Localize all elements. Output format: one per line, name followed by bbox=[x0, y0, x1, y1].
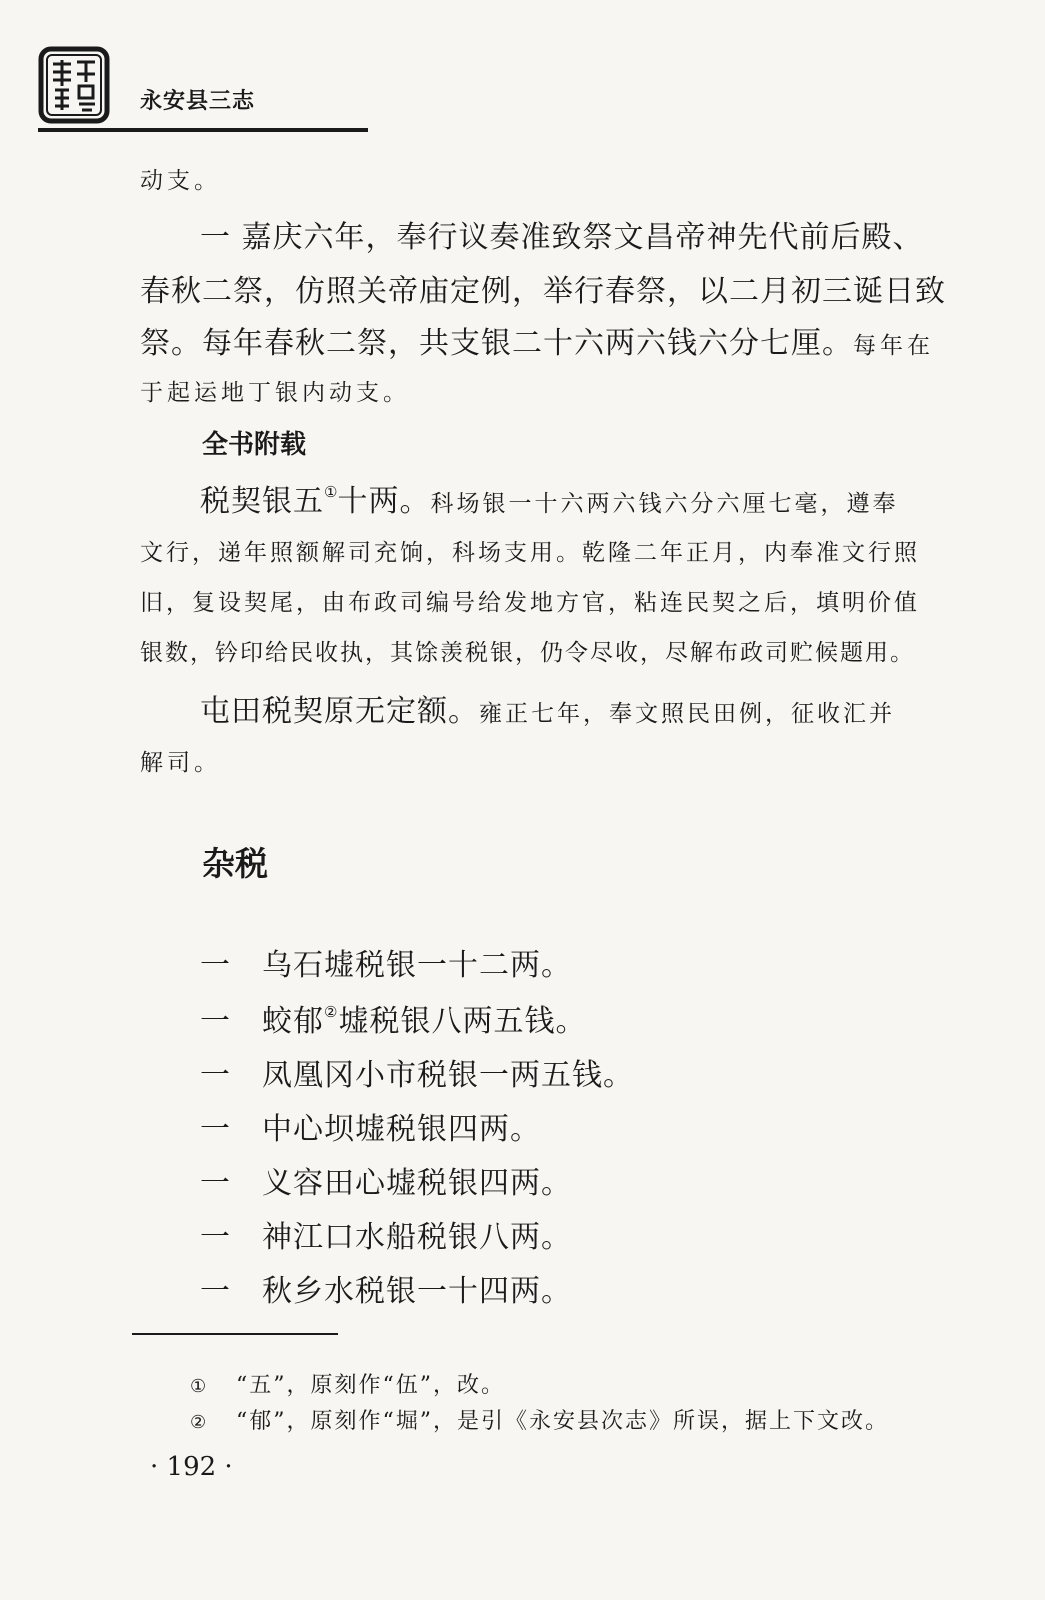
text-line: 文行，递年照额解司充饷，科场支用。乾隆二年正月，内奉准文行照 bbox=[140, 540, 920, 566]
footnote bbox=[190, 1368, 505, 1399]
text-line: 春秋二祭，仿照关帝庙定例，举行春祭，以二月初三诞日致 bbox=[140, 274, 946, 309]
text-line: 于起运地丁银内动支。 bbox=[140, 380, 410, 406]
list-dash: 一 bbox=[200, 1220, 231, 1255]
footnote-text: “郁”，原刻作“堀”，是引《永安县次志》所误，据上下文改。 bbox=[236, 1409, 889, 1434]
list-item-text: 墟税银八两五钱。 bbox=[338, 1004, 587, 1039]
text-line bbox=[200, 686, 895, 730]
footnote bbox=[190, 1404, 889, 1435]
list-item-text: 中心坝墟税银四两。 bbox=[262, 1112, 541, 1147]
running-title: 永安县三志 bbox=[140, 89, 256, 114]
text-line: 银数，钤印给民收执，其馀羡税银，仍令尽收，尽解布政司贮候题用。 bbox=[140, 640, 915, 666]
footnote-text: “五”，原刻作“伍”，改。 bbox=[236, 1373, 505, 1398]
list-item-text: 蛟郁 bbox=[262, 1004, 324, 1039]
list-item bbox=[200, 1266, 572, 1310]
text-span: 屯田税契原无定额。 bbox=[200, 694, 479, 729]
text-span: 十两。 bbox=[337, 484, 431, 519]
list-item-text: 秋乡水税银一十四两。 bbox=[262, 1274, 572, 1309]
list-dash: 一 bbox=[200, 1004, 231, 1039]
list-item bbox=[200, 1050, 634, 1094]
seal-logo bbox=[38, 46, 110, 124]
header-rule bbox=[38, 128, 368, 132]
list-item bbox=[200, 1104, 541, 1148]
list-dash: 一 bbox=[200, 1112, 231, 1147]
text-line: 旧，复设契尾，由布政司编号给发地方官，粘连民契之后，填明价值 bbox=[140, 590, 920, 616]
section-heading: 杂税 bbox=[202, 844, 268, 883]
list-dash: 一 bbox=[200, 1274, 231, 1309]
list-item-text: 神江口水船税银八两。 bbox=[262, 1220, 572, 1255]
page-number: · 192 · bbox=[150, 1452, 233, 1482]
footnote-mark: ① bbox=[190, 1376, 209, 1397]
list-item bbox=[200, 1212, 572, 1256]
footnote-ref: ① bbox=[324, 483, 338, 501]
footnote-rule bbox=[132, 1333, 338, 1335]
list-item bbox=[200, 1158, 572, 1202]
footnote-ref: ② bbox=[324, 1003, 339, 1021]
list-dash: 一 bbox=[200, 948, 231, 983]
footnote-mark: ② bbox=[190, 1412, 209, 1433]
text-line bbox=[200, 476, 898, 520]
text-span: 税契银五 bbox=[200, 484, 324, 519]
text-line: 解司。 bbox=[140, 750, 221, 776]
list-item-text: 凤凰冈小市税银一两五钱。 bbox=[262, 1058, 634, 1093]
text-span: 祭。每年春秋二祭，共支银二十六两六钱六分七厘。 bbox=[140, 326, 853, 361]
text-span: 雍正七年，奉文照民田例，征收汇并 bbox=[479, 701, 895, 727]
list-dash: 一 bbox=[200, 1166, 231, 1201]
text-line bbox=[140, 318, 934, 362]
text-line: 动支。 bbox=[140, 168, 221, 194]
text-span: 每年在 bbox=[853, 333, 934, 359]
list-dash: 一 bbox=[200, 1058, 231, 1093]
list-item bbox=[200, 996, 586, 1040]
text-span: 科场银一十六两六钱六分六厘七毫，遵奉 bbox=[430, 491, 899, 517]
list-item-text: 乌石墟税银一十二两。 bbox=[262, 948, 572, 983]
list-item-text: 义容田心墟税银四两。 bbox=[262, 1166, 572, 1201]
list-item bbox=[200, 940, 572, 984]
text-line: 一 嘉庆六年，奉行议奏准致祭文昌帝神先代前后殿、 bbox=[200, 220, 924, 255]
subsection-heading: 全书附载 bbox=[202, 430, 307, 460]
